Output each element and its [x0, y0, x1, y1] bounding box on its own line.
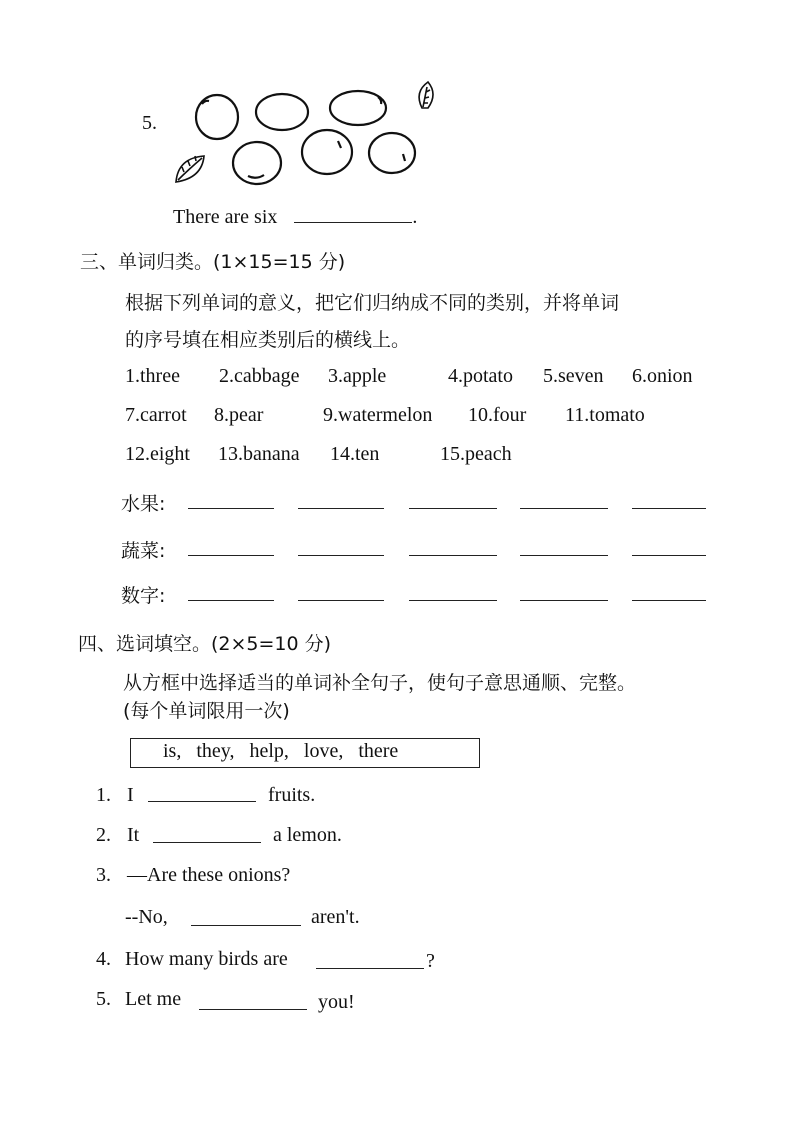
- question-number: 5.: [96, 988, 111, 1010]
- word-item: 1.three: [125, 365, 180, 387]
- vegetable-blank[interactable]: [188, 555, 274, 556]
- word-item: 2.cabbage: [219, 365, 300, 387]
- word-item: 7.carrot: [125, 404, 187, 426]
- question-text: It: [127, 824, 140, 846]
- fruit-blank[interactable]: [188, 508, 274, 509]
- q5-sentence: [173, 204, 417, 229]
- answer-blank[interactable]: [191, 925, 301, 926]
- fruit-1: [196, 95, 238, 139]
- question-text: —Are these onions?: [127, 864, 291, 886]
- answer-blank[interactable]: [153, 842, 261, 843]
- q5-answer-blank[interactable]: [294, 204, 412, 223]
- fruit-blank[interactable]: [520, 508, 608, 509]
- word-item: 15.peach: [440, 443, 512, 465]
- section3-instruction-1: 根据下列单词的意义，把它们归纳成不同的类别，并将单词: [125, 292, 620, 314]
- question-text: aren't.: [311, 906, 360, 928]
- section3-instruction-2: 的序号填在相应类别后的横线上。: [125, 329, 411, 351]
- fruit-6: [369, 133, 415, 173]
- section3-title: 三、单词归类。(1×15=15 分): [80, 251, 346, 273]
- leaf-bottom: [176, 156, 204, 182]
- word-item: 9.watermelon: [323, 404, 433, 426]
- fruit-3: [330, 91, 386, 125]
- section4-instruction-2: (每个单词限用一次): [123, 700, 290, 722]
- word-item: 5.seven: [543, 365, 604, 387]
- word-item: 13.banana: [218, 443, 300, 465]
- fruit-2: [256, 94, 308, 130]
- q5-number: 5.: [142, 112, 157, 134]
- question-number: 2.: [96, 824, 111, 846]
- question-number: 4.: [96, 948, 111, 970]
- question-text: you!: [318, 991, 355, 1013]
- fruit-blank[interactable]: [409, 508, 497, 509]
- word-item: 10.four: [468, 404, 527, 426]
- vegetable-blank[interactable]: [632, 555, 706, 556]
- category-number-label: 数字:: [121, 585, 166, 607]
- fruit-blank[interactable]: [632, 508, 706, 509]
- fruit-5: [302, 130, 352, 174]
- number-blank[interactable]: [632, 600, 706, 601]
- word-item: 8.pear: [214, 404, 264, 426]
- question-text: Let me: [125, 988, 182, 1010]
- vegetable-blank[interactable]: [409, 555, 497, 556]
- fruit-4: [233, 142, 281, 184]
- question-text: How many birds are: [125, 948, 288, 970]
- word-item: 6.onion: [632, 365, 693, 387]
- q5-end: .: [412, 206, 418, 228]
- word-box: [130, 738, 480, 768]
- section4-instruction-1: 从方框中选择适当的单词补全句子，使句子意思通顺、完整。: [123, 672, 637, 694]
- number-blank[interactable]: [188, 600, 274, 601]
- number-blank[interactable]: [298, 600, 384, 601]
- number-blank[interactable]: [409, 600, 497, 601]
- answer-blank[interactable]: [199, 1009, 307, 1010]
- section4-title: 四、选词填空。(2×5=10 分): [78, 633, 332, 655]
- vegetable-blank[interactable]: [298, 555, 384, 556]
- question-text: ?: [426, 950, 435, 972]
- category-fruit-label: 水果:: [121, 493, 166, 515]
- question-text: --No,: [125, 906, 168, 928]
- grapes-illustration: [170, 80, 450, 192]
- question-number: 1.: [96, 784, 111, 806]
- q5-sentence-text: There are six: [173, 206, 278, 228]
- question-number: 3.: [96, 864, 111, 886]
- question-text: fruits.: [268, 784, 316, 806]
- question-text: I: [127, 784, 134, 806]
- fruit-blank[interactable]: [298, 508, 384, 509]
- word-box-text: is, they, help, love, there: [163, 740, 399, 762]
- word-item: 4.potato: [448, 365, 513, 387]
- category-vegetable-label: 蔬菜:: [121, 540, 166, 562]
- word-item: 3.apple: [328, 365, 387, 387]
- word-item: 12.eight: [125, 443, 190, 465]
- leaf-top: [419, 82, 433, 108]
- word-item: 11.tomato: [565, 404, 645, 426]
- question-text: a lemon.: [273, 824, 342, 846]
- answer-blank[interactable]: [316, 968, 424, 969]
- number-blank[interactable]: [520, 600, 608, 601]
- word-item: 14.ten: [330, 443, 380, 465]
- vegetable-blank[interactable]: [520, 555, 608, 556]
- answer-blank[interactable]: [148, 801, 256, 802]
